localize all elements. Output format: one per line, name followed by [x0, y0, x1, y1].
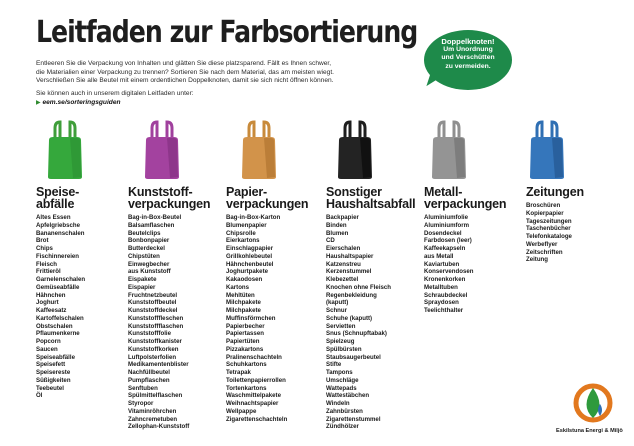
- list-item: Knochen ohne Fleisch: [326, 283, 392, 291]
- list-item: Kakaodosen: [226, 276, 263, 283]
- category-title-line: abfälle: [36, 197, 75, 211]
- list-item: Eispapier: [128, 283, 156, 291]
- category-title: [326, 186, 415, 210]
- list-item: Teelichthalter: [424, 307, 464, 314]
- bag-row: [0, 120, 634, 182]
- list-item: Senftuben: [128, 384, 158, 392]
- list-item: Umschläge: [326, 376, 359, 384]
- list-item: Teebeutel: [36, 384, 64, 392]
- list-item: Speiseabfälle: [36, 353, 75, 361]
- list-item: Aluminiumfolie: [424, 214, 469, 221]
- list-item: Zahncremetuben: [128, 415, 178, 423]
- badge-line: Um Unordnung: [443, 46, 493, 54]
- list-item: Fruchtnetzbeutel: [128, 291, 178, 299]
- list-item: Vitaminröhrchen: [128, 407, 177, 415]
- list-item: Binden: [326, 221, 347, 229]
- list-item: Chips: [36, 245, 53, 252]
- list-item: Toilettenpapierrollen: [226, 376, 286, 384]
- green-bag-icon: [46, 120, 84, 180]
- orange-bag-icon: [240, 120, 278, 180]
- list-item: Blumen: [326, 229, 349, 237]
- category-title-line: Papier-: [226, 185, 267, 199]
- list-item: Tampons: [326, 369, 353, 376]
- list-item: Spülmittelflaschen: [128, 392, 183, 400]
- list-item: Einwegbecher: [128, 260, 170, 268]
- list-item: Bag-in-Box-Karton: [226, 214, 281, 221]
- category-title-line: Haushaltsabfall: [326, 197, 416, 211]
- list-item: Werbeflyer: [526, 240, 558, 248]
- list-item: Blumenpapier: [226, 221, 267, 229]
- category-food-waste: [36, 186, 85, 400]
- list-item: Snus (Schnupftabak): [326, 330, 387, 338]
- list-item: Zigarettenstummel: [326, 415, 381, 423]
- item-list: [226, 214, 308, 423]
- item-list: [326, 214, 415, 431]
- list-item: Butterdeckel: [128, 245, 165, 252]
- list-item: Süßigkeiten: [36, 376, 71, 384]
- category-paper: [226, 186, 308, 423]
- list-item: Papierbecher: [226, 322, 265, 330]
- list-item: Speisereste: [36, 369, 71, 376]
- item-list: [424, 214, 506, 315]
- list-item: Zahnbürsten: [326, 407, 363, 415]
- item-list: [128, 214, 210, 431]
- intro-line: die Materialien einer Verpackung zu trennen? Sortieren Sie nach dem Material, das am meisten wiegt.: [36, 68, 334, 76]
- list-item: Taschenbücher: [526, 225, 571, 233]
- list-item: Öl: [36, 392, 43, 400]
- list-item: Kunststoffkorken: [128, 345, 179, 353]
- list-item: Gemüseabfälle: [36, 283, 80, 291]
- list-item: Staubsaugerbeutel: [326, 353, 381, 361]
- black-bag-icon: [336, 120, 374, 180]
- list-item: Fischinnereien: [36, 252, 80, 260]
- list-item: Kunststofffolie: [128, 330, 171, 338]
- list-item: (kaputt): [326, 299, 349, 307]
- list-item: aus Kunststoff: [128, 268, 171, 276]
- list-item: Styropor: [128, 400, 154, 407]
- list-item: Saucen: [36, 345, 58, 353]
- list-item: Einschlagpapier: [226, 245, 274, 252]
- list-item: Kartoffelschalen: [36, 314, 84, 322]
- list-item: Altes Essen: [36, 214, 71, 221]
- list-item: Hähnchenbeutel: [226, 260, 274, 268]
- list-item: Kopierpapier: [526, 209, 564, 217]
- list-item: Kunststoffkanister: [128, 338, 182, 345]
- list-item: Luftpolsterfolien: [128, 353, 177, 361]
- category-title: [128, 186, 210, 210]
- list-item: Mehltüten: [226, 291, 255, 299]
- list-item: Kaffeesatz: [36, 307, 67, 314]
- list-item: Tageszeitungen: [526, 217, 572, 225]
- list-item: Waschmittelpakete: [226, 392, 281, 400]
- list-item: Regenbekleidung: [326, 291, 377, 299]
- item-list: [526, 202, 584, 264]
- list-item: Milchpakete: [226, 307, 261, 314]
- list-item: Tetrapak: [226, 369, 251, 376]
- category-residual: [326, 186, 415, 431]
- list-item: Pralinenschachteln: [226, 353, 282, 361]
- list-item: Tortenkartons: [226, 384, 267, 392]
- list-item: Speisefett: [36, 361, 66, 369]
- category-title-line: verpackungen: [128, 197, 211, 211]
- list-item: Spraydosen: [424, 299, 459, 307]
- list-item: Windeln: [326, 400, 350, 407]
- category-title-line: Sonstiger: [326, 185, 382, 199]
- list-item: Kunststoffdeckel: [128, 307, 178, 314]
- list-item: Wattestäbchen: [326, 392, 370, 400]
- grey-bag-icon: [430, 120, 468, 180]
- list-item: Katzenstreu: [326, 260, 361, 268]
- list-item: Weihnachtspapier: [226, 400, 279, 407]
- list-item: Kronenkorken: [424, 276, 466, 283]
- guide-link[interactable]: eem.se/sorteringsguiden: [42, 98, 121, 106]
- arrow-right-icon: ▶: [36, 99, 41, 106]
- list-item: Bonbonpapier: [128, 237, 170, 245]
- list-item: Klebezettel: [326, 276, 359, 283]
- item-list: [36, 214, 85, 400]
- list-item: Garnelenschalen: [36, 276, 86, 283]
- logo-leaf: [587, 388, 600, 418]
- list-item: Chipsrolle: [226, 229, 256, 237]
- list-item: Wellpappe: [226, 407, 257, 415]
- category-title-line: verpackungen: [424, 197, 507, 211]
- list-item: Bag-in-Box-Beutel: [128, 214, 182, 221]
- eskilstuna-logo-icon: [570, 382, 616, 424]
- list-item: Eierschalen: [326, 245, 361, 252]
- intro-line: Entleeren Sie die Verpackung von Inhalten und glätten Sie diese platzsparend. Fällt es Ihnen schwer,: [36, 60, 332, 67]
- double-knot-badge: [424, 30, 512, 90]
- list-item: Eispakete: [128, 276, 157, 283]
- list-item: Spülbürsten: [326, 345, 362, 353]
- list-item: Kartons: [226, 283, 250, 291]
- list-item: Eierkartons: [226, 237, 260, 245]
- list-item: Zeitschriften: [526, 248, 563, 256]
- category-title: [226, 186, 308, 210]
- list-item: Balsamflaschen: [128, 221, 175, 229]
- list-item: Servietten: [326, 322, 356, 330]
- digital-guide-text: Sie können auch in unserem digitalen Leitfaden unter:: [36, 90, 194, 98]
- list-item: Chipstüten: [128, 252, 160, 260]
- list-item: Kaffeekapseln: [424, 245, 466, 252]
- list-item: Popcorn: [36, 338, 61, 345]
- list-item: Telefonkataloge: [526, 233, 572, 240]
- list-item: Milchpakete: [226, 299, 261, 307]
- list-item: Papiertüten: [226, 338, 260, 345]
- list-item: Zeitung: [526, 256, 549, 264]
- badge-line: und Verschütten: [441, 54, 495, 62]
- list-item: Beutelclips: [128, 229, 161, 237]
- category-metal: [424, 186, 506, 315]
- list-item: Zigarettenschachteln: [226, 415, 288, 423]
- list-item: Nachfüllbeutel: [128, 369, 170, 376]
- list-item: Schnur: [326, 307, 347, 314]
- list-item: Fleisch: [36, 260, 57, 268]
- category-title: [526, 186, 584, 198]
- badge-title: Doppelknoten!: [441, 37, 495, 46]
- category-title: [36, 186, 85, 210]
- page-title: Leitfaden zur Farbsortierung: [36, 15, 418, 50]
- category-title-line: Kunststoff-: [128, 185, 193, 199]
- list-item: Aluminiumform: [424, 221, 470, 229]
- category-title: [424, 186, 506, 210]
- list-item: Pflaumenkerne: [36, 330, 80, 338]
- purple-bag-icon: [143, 120, 181, 180]
- list-item: Kunststoffbeutel: [128, 299, 177, 307]
- list-item: Joghurt: [36, 299, 59, 307]
- list-item: Farbdosen (leer): [424, 237, 472, 245]
- list-item: Hähnchen: [36, 291, 66, 299]
- category-plastic: [128, 186, 210, 431]
- logo-text: Eskilstuna Energi & Miljö: [556, 428, 623, 434]
- list-item: Frittieröl: [36, 268, 61, 276]
- list-item: Kerzenstummel: [326, 268, 372, 276]
- list-item: Konservendosen: [424, 268, 474, 276]
- list-item: Kaviartuben: [424, 260, 460, 268]
- list-item: Kunststofffleschen: [128, 314, 184, 322]
- list-item: CD: [326, 237, 335, 245]
- list-item: Schraubdeckel: [424, 291, 468, 299]
- badge-line: zu vermeiden.: [445, 62, 491, 70]
- list-item: Medikamentenblister: [128, 361, 189, 369]
- list-item: Schuhkartons: [226, 361, 267, 369]
- intro-line: Verschließen Sie alle Beutel mit einem ordentlichen Doppelknoten, damit sie sich nicht öffnen können.: [36, 77, 334, 85]
- list-item: aus Metall: [424, 252, 454, 260]
- list-item: Wattepads: [326, 384, 357, 392]
- list-item: Dosendeckel: [424, 229, 462, 237]
- list-item: Pumpflaschen: [128, 376, 170, 384]
- list-item: Metalltuben: [424, 283, 458, 291]
- list-item: Backpapier: [326, 214, 359, 221]
- list-item: Brot: [36, 237, 49, 245]
- list-item: Grillkohlebeutel: [226, 252, 273, 260]
- list-item: Obstschalen: [36, 322, 73, 330]
- intro-text: [36, 60, 436, 111]
- category-title-line: Speise-: [36, 185, 80, 199]
- category-title-line: Metall-: [424, 185, 463, 199]
- list-item: Pizzakartons: [226, 345, 264, 353]
- list-item: Broschüren: [526, 202, 561, 209]
- list-item: Apfelgriebsche: [36, 221, 81, 229]
- list-item: Bananenschalen: [36, 229, 85, 237]
- list-item: Schuhe (kaputt): [326, 314, 373, 322]
- category-newspapers: [526, 186, 584, 264]
- category-title-line: verpackungen: [226, 197, 309, 211]
- list-item: Papiertassen: [226, 330, 264, 338]
- list-item: Stifte: [326, 361, 342, 369]
- list-item: Haushaltspapier: [326, 252, 374, 260]
- list-item: Kunststoffflaschen: [128, 322, 184, 330]
- list-item: Spielzeug: [326, 338, 355, 345]
- list-item: Zündhölzer: [326, 423, 359, 431]
- category-title-line: Zeitungen: [526, 185, 584, 199]
- list-item: Muffinsförmchen: [226, 314, 276, 322]
- list-item: Zellophan-Kunststoff: [128, 423, 190, 431]
- blue-bag-icon: [528, 120, 566, 180]
- list-item: Joghurtpakete: [226, 268, 268, 276]
